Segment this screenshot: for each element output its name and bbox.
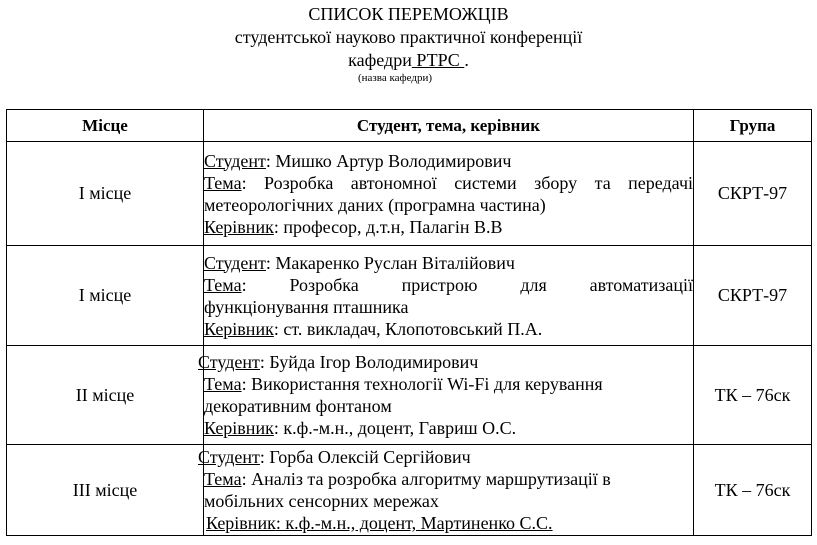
place-cell: ІІІ місце [7,445,204,536]
student-label: Студент [204,150,266,171]
supervisor-name: : к.ф.-м.н., доцент, Гавриш О.С. [273,418,517,438]
supervisor-label: Керівник [206,513,276,533]
supervisor-line [204,318,693,340]
table-row [7,142,812,246]
supervisor-name: : к.ф.-м.н., доцент, Мартиненко С.С. [275,513,553,533]
place-cell: ІІ місце [7,346,204,445]
table-row [7,445,812,536]
column-header-place: Місце [7,110,204,142]
topic-label: Тема [204,374,242,394]
department-hint: (назва кафедри) [358,72,433,84]
winners-table [6,109,812,536]
place-cell: І місце [7,142,204,246]
topic-label: Тема [204,172,242,193]
student-line [198,446,693,468]
supervisor-label: Керівник [204,216,274,237]
group-cell: ТК – 76ск [694,346,812,445]
topic-line [204,468,693,490]
topic-label: Тема [204,274,242,295]
group-cell: СКРТ-97 [694,142,812,246]
supervisor-line [206,512,693,534]
topic-line [204,373,693,395]
group-cell: ТК – 76ск [694,445,812,536]
group-cell: СКРТ-97 [694,246,812,346]
topic-text: : Розробка пристрою для автоматизації [241,274,693,295]
entry-cell [198,346,694,445]
supervisor-label: Керівник [204,418,274,438]
column-header-group: Група [694,110,812,142]
student-name: : Макаренко Руслан Віталійович [265,252,515,273]
document-subtitle: студентської науково практичної конференції [234,27,583,47]
place-cell: І місце [7,246,204,346]
supervisor-line [204,417,693,439]
topic-continuation: функціонування пташника [204,296,409,317]
department-prefix: кафедри [348,50,412,70]
student-name: : Горба Олексій Сергійович [259,447,471,467]
supervisor-label: Керівник [204,318,274,339]
supervisor-line [204,216,693,238]
student-line [204,252,693,274]
student-line [204,150,693,172]
column-header-student-topic-supervisor: Студент, тема, керівник [204,110,694,142]
topic-text: : Аналіз та розробка алгоритму маршрутизації в [241,469,611,489]
supervisor-name: : ст. викладач, Клопотовський П.А. [273,318,543,339]
department-suffix: . [464,50,469,70]
table-row [7,246,812,346]
supervisor-name: : професор, д.т.н, Палагін В.В [273,216,503,237]
document-title: СПИСОК ПЕРЕМОЖЦІВ [308,4,509,24]
topic-continuation: декоративним фонтаном [204,396,392,416]
topic-line [204,172,693,194]
topic-text: : Використання технології Wi-Fi для керування [241,374,603,394]
entry-cell [198,445,694,536]
student-line [198,351,693,373]
entry-cell [204,246,694,346]
student-label: Студент [204,252,266,273]
topic-line [204,274,693,296]
student-label: Студент [198,447,260,467]
student-label: Студент [198,352,260,372]
table-header-row [7,110,812,142]
department-name: РТРС [411,50,465,70]
topic-label: Тема [204,469,242,489]
topic-text: : Розробка автономної системи збору та передачі [241,172,693,193]
table-row [7,346,812,445]
student-name: : Буйда Ігор Володимирович [259,352,479,372]
topic-continuation: метеорологічних даних (програмна частина) [204,194,546,215]
student-name: : Мишко Артур Володимирович [265,150,512,171]
entry-cell [204,142,694,246]
topic-continuation: мобільних сенсорних мережах [204,491,439,511]
department-line [0,50,817,71]
